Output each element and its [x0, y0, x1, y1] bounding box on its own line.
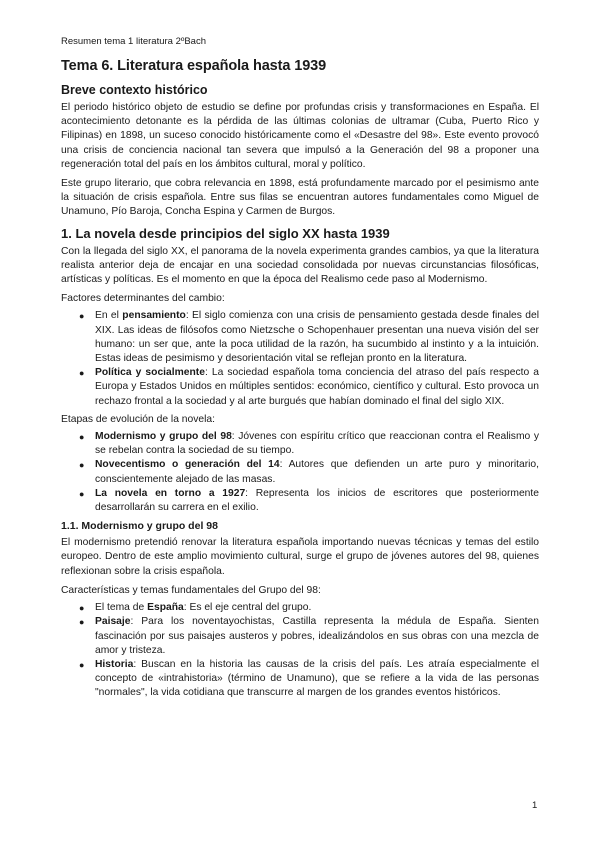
section-1-intro: Con la llegada del siglo XX, el panorama de la novela experimenta grandes cambios, ya que la literatura realista anterior deja de encajar en una sociedad consolidada por nuevas circunstancias filosóficas, artísticas y políticas. Es el momento en que la época del Realismo cede paso al Modernismo. [61, 245, 539, 286]
list-item [79, 309, 539, 366]
document-body [61, 58, 539, 705]
item-prefix: El tema de [95, 602, 148, 614]
themes-list [61, 601, 539, 700]
item-text: : Buscan en la historia las causas de la crisis del país. Les atraía especialmente el concepto de «intrahistoria» (término de Unamuno), que se refiere a la vida de las personas "normales", la vida cotidiana que transcurre al margen de los grandes eventos históricos. [95, 658, 539, 699]
bullet-icon: ● [79, 603, 85, 614]
list-item [79, 658, 539, 701]
bullet-icon: ● [79, 617, 85, 628]
bullet-icon: ● [79, 311, 85, 322]
item-bold: Novecentismo o generación del 14 [95, 459, 280, 471]
item-bold: La novela en torno a 1927 [95, 487, 246, 499]
item-bold: pensamiento [122, 310, 186, 322]
stages-label: Etapas de evolución de la novela: [61, 413, 215, 425]
item-text: : Jóvenes con espíritu crítico que reaccionan contra el Realismo y se rebelan contra la sociedad de su tiempo. [95, 431, 539, 457]
list-item [79, 615, 539, 658]
bullet-icon: ● [79, 488, 85, 499]
bullet-icon: ● [79, 460, 85, 471]
context-paragraph-1: El periodo histórico objeto de estudio se define por profundas crisis y transformaciones en España. El acontecimiento detonante es la pérdida de las últimas colonias de ultramar (Cuba, Puerto Rico y Filipinas) en 1898, un suceso conocido históricamente como el «Desastre del 98». Este evento provocó una crisis de conciencia nacional tan severa que impulsó a la Generación del 98 a proponer una regeneración total del país en los ámbitos cultural, moral y político. [61, 102, 539, 170]
item-text: : Autores que defienden un arte puro y minoritario, conscientemente alejado de las masas. [95, 459, 539, 485]
item-bold: Paisaje [95, 616, 131, 628]
section-1-1-heading: 1.1. Modernismo y grupo del 98 [61, 520, 218, 533]
item-bold: Modernismo y grupo del 98 [95, 431, 232, 443]
item-prefix: En el [95, 310, 123, 322]
list-item [79, 430, 539, 458]
stages-list [61, 430, 539, 515]
page-header: Resumen tema 1 literatura 2ºBach [61, 36, 206, 47]
factors-list [61, 309, 539, 408]
themes-label: Características y temas fundamentales del Grupo del 98: [61, 584, 321, 596]
item-text: : Es el eje central del grupo. [183, 602, 312, 614]
list-item [79, 366, 540, 409]
item-bold: España [147, 602, 184, 614]
document-title: Tema 6. Literatura española hasta 1939 [61, 58, 327, 74]
item-text: : Representa los inicios de escritores que posteriormente desarrollarán su carrera en el exilio. [95, 487, 539, 514]
page-number: 1 [532, 800, 538, 811]
list-item [79, 601, 539, 615]
item-text: : El siglo comienza con una crisis de pensamiento gestada desde finales del XIX. Las ideas de filósofos como Nietzsche o Schopenhauer presentan una nueva visión del ser humano: un ser que, ante la poca utilidad de la razón, ha sucumbido al instinto y a la intuición. Estas ideas de pesimismo y desorientación vital se reflejan pronto en la literatura. [95, 310, 539, 365]
section-1-heading: 1. La novela desde principios del siglo XX hasta 1939 [61, 225, 390, 241]
section-1-1-paragraph: El modernismo pretendió renovar la literatura española importando nuevas técnicas y temas del estilo europeo. Dentro de este amplio movimiento cultural, surge el grupo de jóvenes autores del 98, quienes reflexionan sobre la crisis española. [61, 537, 539, 577]
context-paragraph-2: Este grupo literario, que cobra relevancia en 1898, está profundamente marcado por el pesimismo ante la situación de crisis española. Entre sus filas se encuentran autores fundamentales como Miguel de Unamuno, Pío Baroja, Concha Espina y Carmen de Burgos. [61, 178, 539, 218]
list-item [79, 458, 539, 486]
item-bold: Historia [95, 658, 134, 670]
bullet-icon: ● [79, 368, 85, 379]
item-text: : La sociedad española toma conciencia del atraso del país respecto a Europa y Estados Unidos en múltiples sentidos: económico, científico y cultural. Esto provoca un rechazo frontal a la sociedad y al arte burgués que habían dominado el final del siglo XIX. [95, 367, 540, 407]
bullet-icon: ● [79, 432, 85, 443]
context-heading: Breve contexto histórico [61, 83, 208, 97]
list-item [79, 487, 539, 515]
item-text: : Para los noventayochistas, Castilla representa la médula de España. Sienten fascinación por sus paisajes austeros y pobres, idealizándolos en sus obras con una mezcla de amor y tristeza. [95, 616, 539, 656]
factors-label: Factores determinantes del cambio: [61, 293, 225, 305]
item-bold: Política y socialmente [95, 367, 205, 379]
bullet-icon: ● [79, 659, 85, 670]
